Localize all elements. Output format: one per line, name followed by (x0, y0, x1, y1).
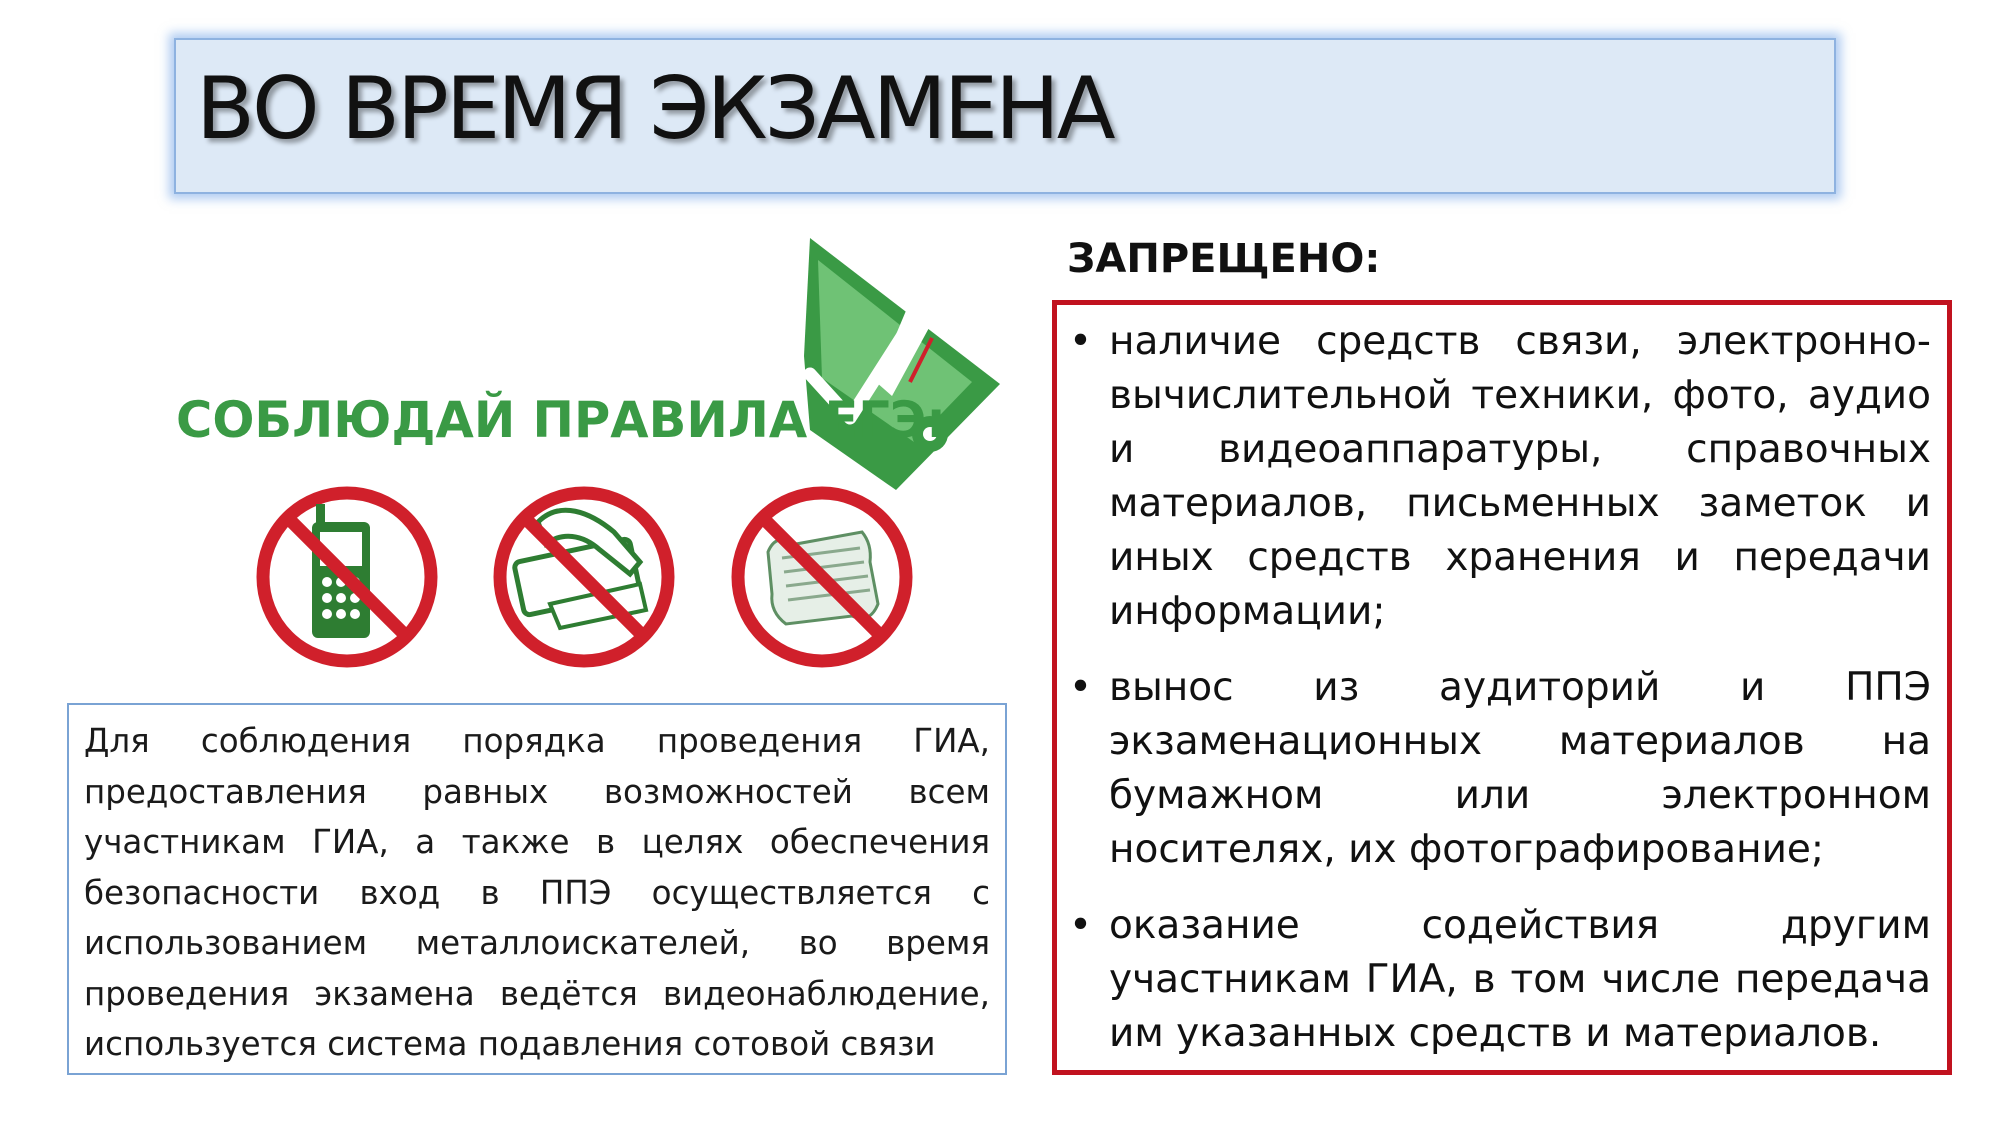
bullet-icon: • (1069, 665, 1093, 710)
security-info-text: Для соблюдения порядка проведения ГИА, предоставления равных возможностей всем участникам ГИА, а также в целях обеспечения безопасности вход в ППЭ осуществляется с использованием металлоискателей, во время проведения экзамена ведётся видеонаблюдение, используется система подавления сотовой связи (84, 722, 990, 1063)
no-phone-icon (263, 493, 431, 661)
forbidden-box (1052, 300, 1952, 1075)
rules-graphic (170, 232, 1020, 672)
bullet-icon: • (1069, 903, 1093, 948)
forbidden-item-text: наличие средств связи, электронно-вычислительной техники, фото, аудио и видеоаппаратуры, справочных материалов, письменных заметок и иных средств хранения и передачи информации; (1109, 319, 1931, 634)
forbidden-item-text: оказание содействия другим участникам ГИА, в том числе передача им указанных средств и материалов. (1109, 903, 1931, 1056)
page-title: ВО ВРЕМЯ ЭКЗАМЕНА (196, 59, 1113, 159)
forbidden-list (1069, 315, 1931, 1061)
security-info-box (67, 703, 1007, 1075)
no-cheat-sheet-icon (500, 493, 668, 661)
no-paper-notes-icon (738, 493, 906, 661)
title-banner (174, 38, 1836, 194)
pen-checkmark-logo-icon (804, 238, 1000, 490)
rules-caption: СОБЛЮДАЙ ПРАВИЛА ЕГЭ: (176, 391, 954, 449)
forbidden-item (1069, 661, 1931, 877)
forbidden-item-text: вынос из аудиторий и ППЭ экзаменационных материалов на бумажном или электронном носителях, их фотографирование; (1109, 665, 1931, 872)
forbidden-item (1069, 315, 1931, 639)
forbidden-heading: ЗАПРЕЩЕНО: (1067, 236, 1381, 282)
forbidden-item (1069, 899, 1931, 1061)
bullet-icon: • (1069, 319, 1093, 364)
